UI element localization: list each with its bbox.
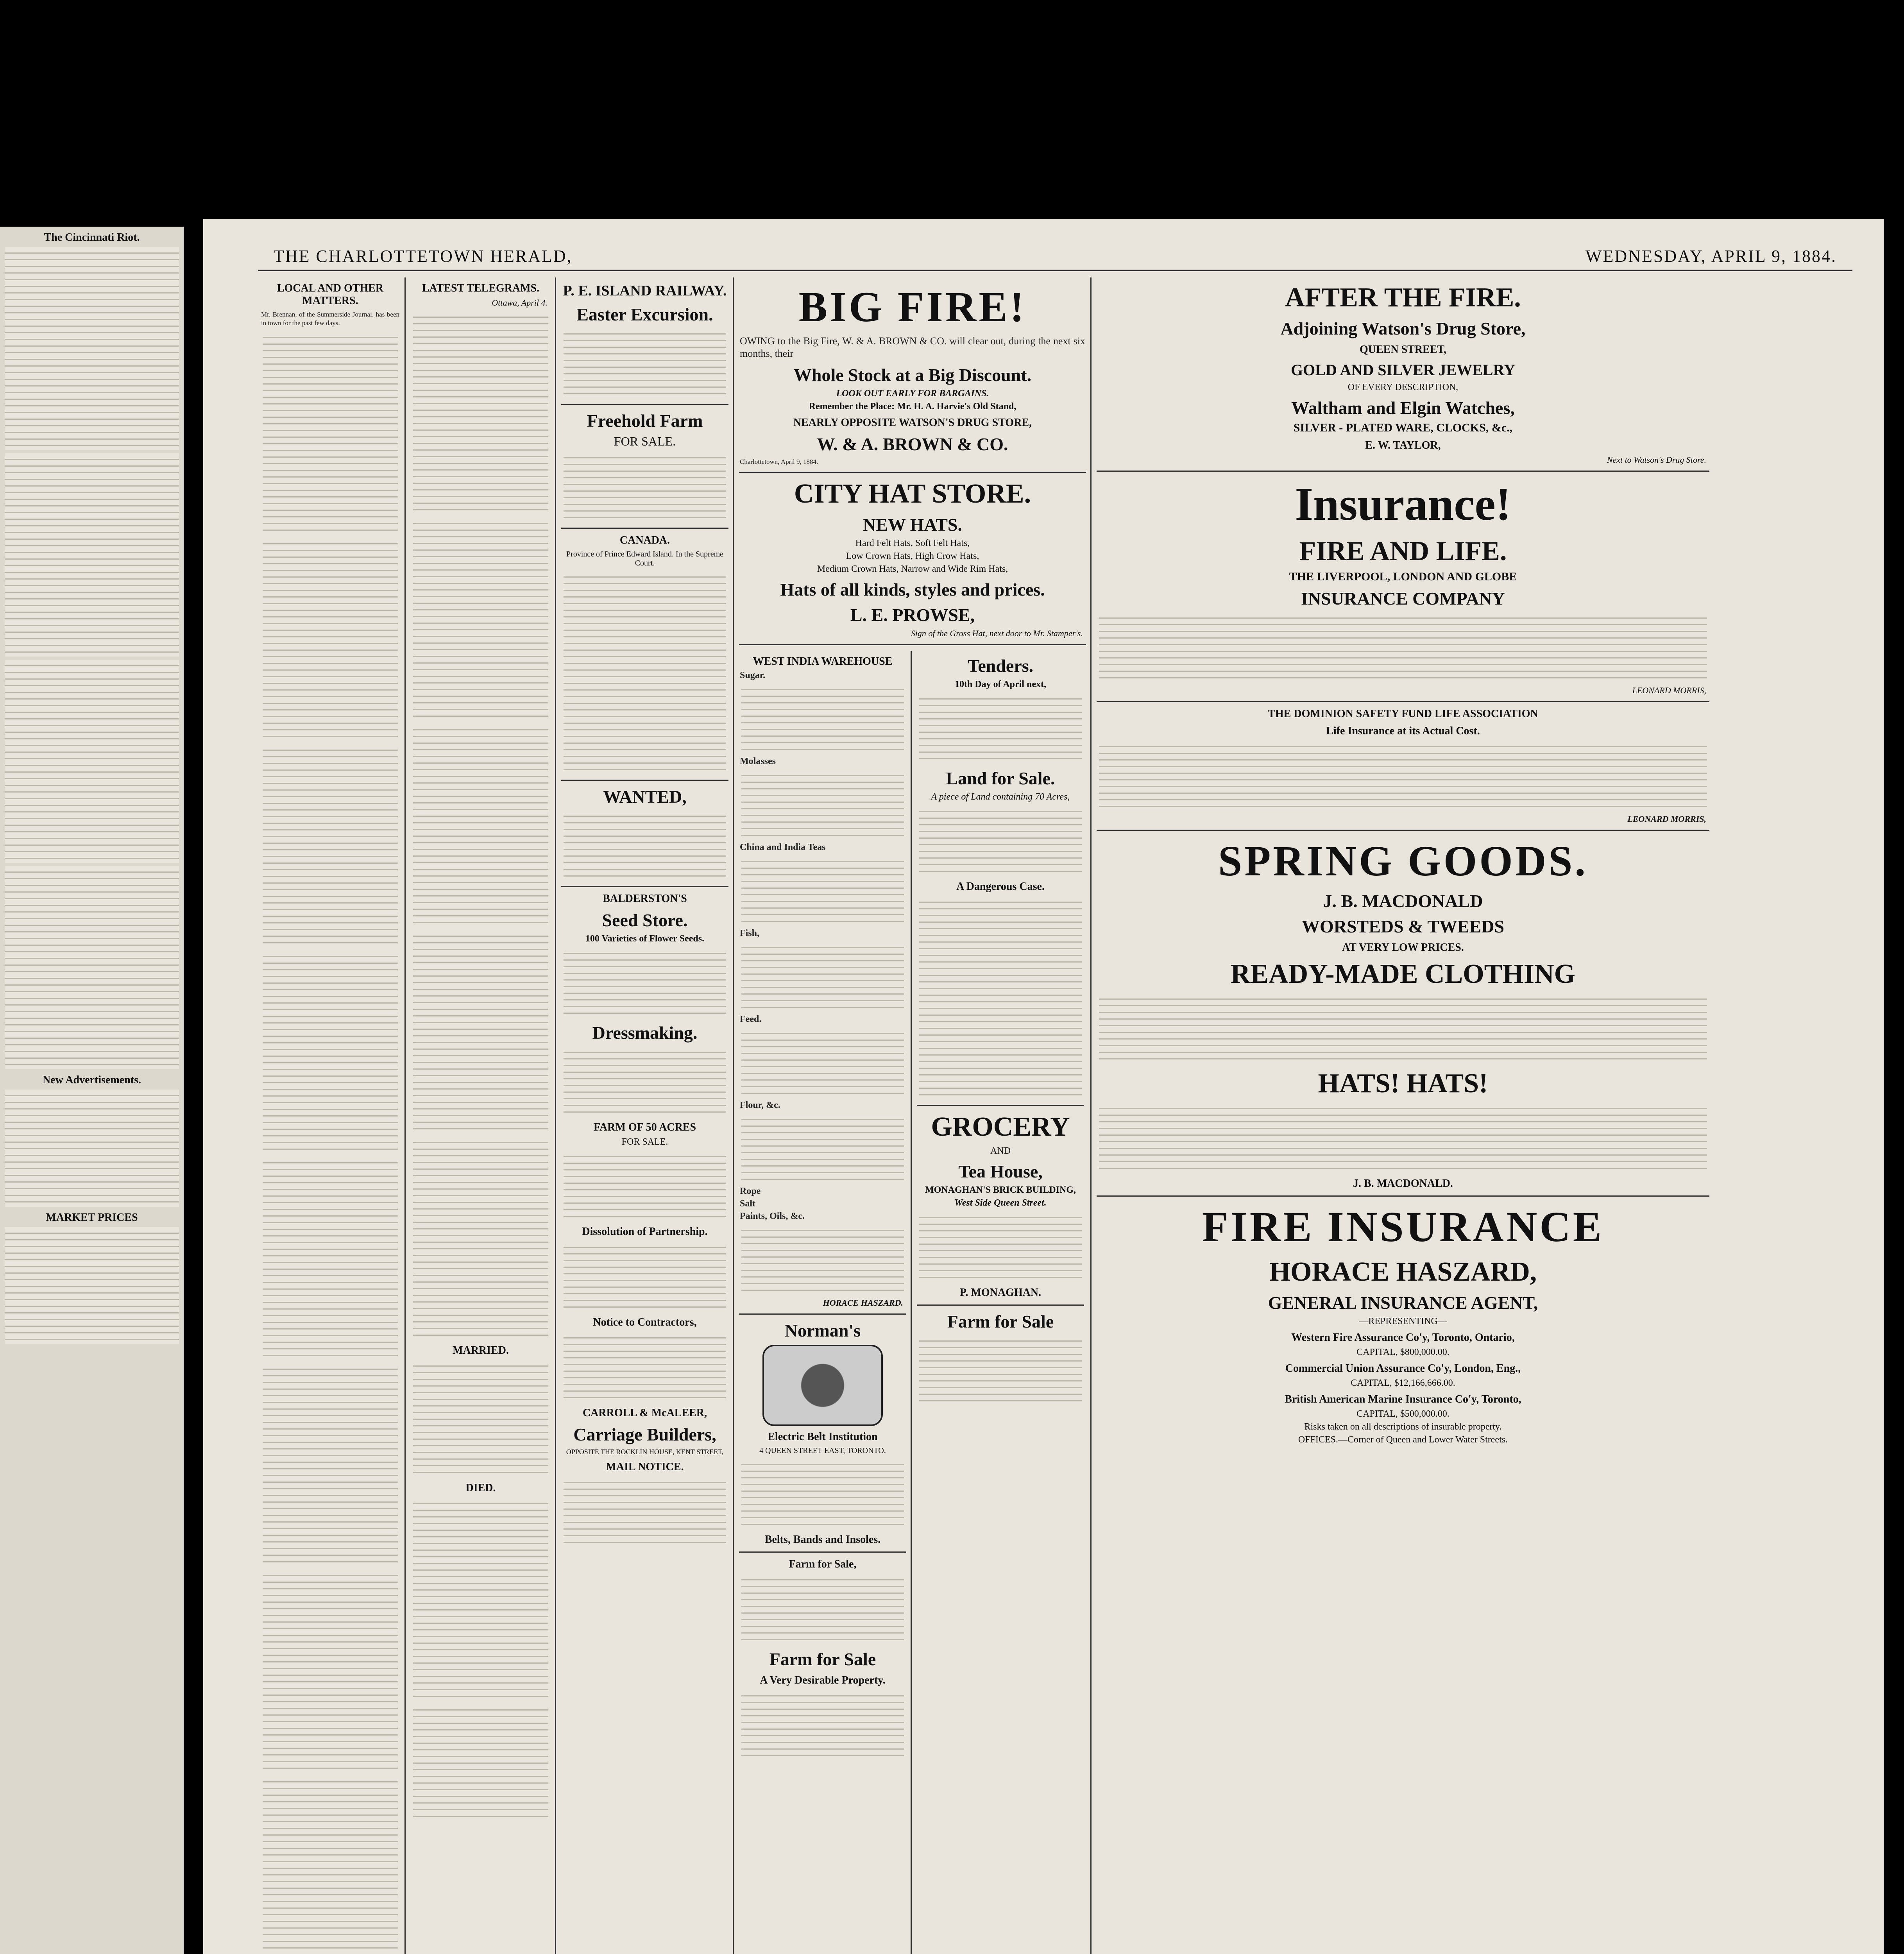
grocery-street: West Side Queen Street. bbox=[954, 1198, 1047, 1208]
grocery-owner: P. MONAGHAN. bbox=[959, 1287, 1041, 1299]
separator bbox=[561, 780, 728, 781]
balderston-heading: BALDERSTON'S bbox=[603, 893, 687, 905]
bigfire-stock: Whole Stock at a Big Discount. bbox=[793, 365, 1032, 385]
died-text-block bbox=[413, 1498, 548, 1701]
fireins-western: Western Fire Assurance Co'y, Toronto, Ontario, bbox=[1291, 1331, 1515, 1344]
hatstore-title: CITY HAT STORE. bbox=[794, 479, 1031, 509]
bigfire-firm: W. & A. BROWN & CO. bbox=[817, 434, 1008, 454]
grocery-building: MONAGHAN'S BRICK BUILDING, bbox=[925, 1185, 1076, 1195]
westindia-teas: China and India Teas bbox=[740, 842, 826, 852]
insurance-dominion: THE DOMINION SAFETY FUND LIFE ASSOCIATION bbox=[1268, 708, 1538, 720]
dressmaking-text-block bbox=[564, 1046, 726, 1117]
fireins-representing: —REPRESENTING— bbox=[1359, 1316, 1447, 1326]
separator bbox=[561, 404, 728, 405]
left-text-block bbox=[5, 866, 179, 1069]
norman-address: 4 QUEEN STREET EAST, TORONTO. bbox=[759, 1446, 886, 1455]
canada-heading: CANADA. bbox=[619, 534, 670, 546]
afterfire-title: AFTER THE FIRE. bbox=[1285, 283, 1521, 313]
spring-owner: J. B. MACDONALD bbox=[1323, 891, 1483, 911]
disease-title: A Dangerous Case. bbox=[956, 880, 1045, 893]
separator bbox=[739, 1551, 906, 1553]
farm1-text-block bbox=[741, 1574, 904, 1644]
telegrams-dateline: Ottawa, April 4. bbox=[492, 298, 548, 308]
westindia-rope: Rope bbox=[740, 1186, 761, 1196]
flower-seeds: 100 Varieties of Flower Seeds. bbox=[585, 934, 705, 944]
bigfire-place: Remember the Place: Mr. H. A. Harvie's Old Stand, bbox=[809, 401, 1016, 412]
westindia-list bbox=[741, 1113, 904, 1184]
left-text-block bbox=[5, 1227, 179, 1344]
masthead-title: THE CHARLOTTETOWN HERALD, bbox=[274, 247, 573, 266]
hatstore-line2: Low Crown Hats, High Crow Hats, bbox=[846, 551, 979, 561]
separator bbox=[1097, 830, 1709, 831]
railway-subtitle: Easter Excursion. bbox=[576, 304, 713, 324]
fireins-cap3: CAPITAL, $500,000.00. bbox=[1356, 1409, 1449, 1419]
farm3-text-block bbox=[919, 1335, 1082, 1405]
seed-store-heading: Seed Store. bbox=[602, 910, 688, 930]
westindia-sugar: Sugar. bbox=[740, 670, 766, 680]
column-rule bbox=[404, 277, 406, 1954]
spring-sign: J. B. MACDONALD. bbox=[1353, 1177, 1453, 1190]
column-rule bbox=[733, 277, 734, 1954]
dressmaking-heading: Dressmaking. bbox=[592, 1023, 698, 1043]
bigfire-lookout: LOOK OUT EARLY FOR BARGAINS. bbox=[836, 388, 989, 399]
column-telegrams bbox=[408, 277, 553, 1954]
local-text-block bbox=[263, 1363, 398, 1566]
married-heading: MARRIED. bbox=[453, 1344, 509, 1356]
afterfire-silver: SILVER - PLATED WARE, CLOCKS, &c., bbox=[1293, 421, 1513, 434]
fireins-offices: OFFICES.—Corner of Queen and Lower Water Streets. bbox=[1298, 1435, 1508, 1445]
contractors-heading: Notice to Contractors, bbox=[593, 1316, 697, 1328]
separator bbox=[917, 1105, 1084, 1106]
telegrams-text-block bbox=[413, 1136, 548, 1340]
spring-worsteds: WORSTEDS & TWEEDS bbox=[1301, 916, 1505, 936]
hatstore-line3: Medium Crown Hats, Narrow and Wide Rim Hats, bbox=[817, 564, 1008, 574]
insurance-text-block bbox=[1099, 612, 1707, 682]
seed-text-block bbox=[564, 947, 726, 1018]
westindia-title: WEST INDIA WAREHOUSE bbox=[753, 655, 893, 667]
insurance-liverpool: THE LIVERPOOL, LONDON AND GLOBE bbox=[1289, 570, 1517, 583]
spring-title: SPRING GOODS. bbox=[1218, 837, 1588, 885]
westindia-molasses: Molasses bbox=[740, 756, 776, 766]
norman-text-block bbox=[741, 1458, 904, 1529]
farm3-title: Farm for Sale bbox=[947, 1312, 1054, 1331]
railway-title: P. E. ISLAND RAILWAY. bbox=[563, 283, 727, 299]
afterfire-waltham: Waltham and Elgin Watches, bbox=[1291, 398, 1515, 418]
court-heading: Province of Prince Edward Island. In the Supreme Court. bbox=[566, 550, 724, 567]
insurance-company: INSURANCE COMPANY bbox=[1301, 589, 1505, 608]
freehold-subtitle: FOR SALE. bbox=[614, 434, 676, 448]
separator bbox=[739, 472, 1086, 473]
left-heading-ads: New Advertisements. bbox=[43, 1074, 141, 1086]
telegrams-text-block bbox=[413, 930, 548, 1133]
westindia-list bbox=[741, 684, 904, 754]
contractors-text-block bbox=[564, 1332, 726, 1402]
afterfire-every: OF EVERY DESCRIPTION, bbox=[1347, 382, 1458, 392]
carroll-heading: CARROLL & McALEER, bbox=[582, 1407, 707, 1419]
bigfire-body: OWING to the Big Fire, W. & A. BROWN & CO. will clear out, during the next six months, their bbox=[740, 335, 1085, 359]
local-lead: Mr. Brennan, of the Summerside Journal, has been in town for the past few days. bbox=[261, 311, 399, 327]
bigfire-opposite: NEARLY OPPOSITE WATSON'S DRUG STORE, bbox=[793, 417, 1032, 429]
afterfire-queen: QUEEN STREET, bbox=[1360, 344, 1446, 356]
column-rule bbox=[1090, 277, 1092, 1954]
norman-belt: Electric Belt Institution bbox=[768, 1431, 878, 1443]
afterfire-next: Next to Watson's Drug Store. bbox=[1607, 455, 1706, 465]
westindia-list bbox=[741, 941, 904, 1012]
right-block bbox=[1094, 282, 1712, 1445]
hatstore-line4: Hats of all kinds, styles and prices. bbox=[780, 580, 1045, 599]
local-text-block bbox=[263, 744, 398, 947]
died-text-block bbox=[413, 1704, 548, 1821]
farm50-text-block bbox=[564, 1151, 726, 1221]
wanted-text-block bbox=[564, 810, 726, 880]
westindia-list bbox=[741, 1027, 904, 1098]
land-acres: A piece of Land containing 70 Acres, bbox=[931, 792, 1070, 802]
masthead bbox=[258, 242, 1852, 271]
left-heading-market: MARKET PRICES bbox=[46, 1211, 138, 1224]
spring-hats-text-block bbox=[1099, 1102, 1707, 1173]
norman-title: Norman's bbox=[784, 1321, 861, 1340]
local-heading: LOCAL AND OTHER MATTERS. bbox=[277, 282, 384, 307]
column-bigfire bbox=[737, 277, 1088, 1954]
insurance-fire-life: FIRE AND LIFE. bbox=[1299, 536, 1507, 566]
insurance-title: Insurance! bbox=[1295, 478, 1511, 530]
farm2-desirable: A Very Desirable Property. bbox=[760, 1674, 886, 1686]
westindia-paints: Paints, Oils, &c. bbox=[740, 1211, 805, 1221]
westindia-flour: Flour, &c. bbox=[740, 1100, 780, 1110]
grocery-and: AND bbox=[990, 1146, 1011, 1156]
newspaper-page bbox=[203, 219, 1884, 1954]
left-text-block bbox=[5, 1090, 179, 1207]
separator bbox=[1097, 701, 1709, 702]
afterfire-adjoining: Adjoining Watson's Drug Store, bbox=[1280, 319, 1526, 338]
westindia-salt: Salt bbox=[740, 1199, 756, 1209]
dissolution-heading: Dissolution of Partnership. bbox=[582, 1226, 708, 1238]
tenders-column bbox=[914, 651, 1086, 1954]
carriage-heading: Carriage Builders, bbox=[573, 1424, 716, 1444]
farm50-subtitle: FOR SALE. bbox=[621, 1137, 668, 1147]
fireins-british: British American Marine Insurance Co'y, Toronto, bbox=[1285, 1393, 1521, 1405]
farm2-title: Farm for Sale bbox=[769, 1649, 876, 1669]
mail-text-block bbox=[564, 1476, 726, 1547]
left-page-fragment bbox=[0, 227, 184, 1954]
local-text-block bbox=[263, 1569, 398, 1773]
grocery-title: GROCERY bbox=[931, 1112, 1070, 1142]
left-text-block bbox=[5, 247, 179, 450]
hatstore-owner: L. E. PROWSE, bbox=[850, 605, 975, 625]
local-text-block bbox=[263, 1157, 398, 1360]
tenders-day: 10th Day of April next, bbox=[955, 679, 1046, 689]
insurance-agent2: LEONARD MORRIS, bbox=[1627, 814, 1706, 824]
fireins-cap1: CAPITAL, $800,000.00. bbox=[1356, 1347, 1449, 1357]
local-text-block bbox=[263, 331, 398, 535]
telegrams-heading: LATEST TELEGRAMS. bbox=[422, 282, 540, 294]
column-right bbox=[1094, 277, 1852, 1954]
land-text-block bbox=[919, 805, 1082, 876]
insurance-agent: LEONARD MORRIS, bbox=[1632, 685, 1706, 695]
local-text-block bbox=[263, 1776, 398, 1954]
bigfire-date: Charlottetown, April 9, 1884. bbox=[740, 458, 818, 465]
westindia-feed: Feed. bbox=[740, 1014, 762, 1024]
freehold-text-block bbox=[564, 452, 726, 522]
telegrams-text-block bbox=[413, 311, 548, 514]
disease-text-block bbox=[919, 896, 1082, 1099]
fireins-cap2: CAPITAL, $12,166,666.00. bbox=[1351, 1378, 1455, 1388]
married-text-block bbox=[413, 1360, 548, 1477]
fireins-commercial: Commercial Union Assurance Co'y, London, Eng., bbox=[1285, 1362, 1521, 1374]
westindia-list bbox=[741, 855, 904, 926]
norman-belts: Belts, Bands and Insoles. bbox=[764, 1533, 881, 1546]
local-text-block bbox=[263, 538, 398, 741]
column-railway bbox=[559, 277, 731, 1954]
separator bbox=[917, 1304, 1084, 1306]
column-rule bbox=[911, 651, 912, 1954]
separator bbox=[739, 1313, 906, 1315]
column-local bbox=[258, 277, 403, 1954]
bigfire-title: BIG FIRE! bbox=[798, 283, 1027, 331]
mail-notice-heading: MAIL NOTICE. bbox=[606, 1461, 684, 1473]
spring-prices: AT VERY LOW PRICES. bbox=[1342, 941, 1464, 954]
separator bbox=[739, 644, 1086, 645]
westindia-fish: Fish, bbox=[740, 928, 760, 938]
afterfire-owner: E. W. TAYLOR, bbox=[1365, 439, 1441, 451]
masthead-date: WEDNESDAY, APRIL 9, 1884. bbox=[1585, 247, 1837, 266]
spring-hats: HATS! HATS! bbox=[1318, 1068, 1488, 1099]
telegrams-text-block bbox=[413, 517, 548, 721]
farm1-title: Farm for Sale, bbox=[789, 1558, 857, 1570]
spring-text-block bbox=[1099, 993, 1707, 1063]
westindia-list bbox=[741, 769, 904, 840]
farm50-heading: FARM OF 50 ACRES bbox=[593, 1121, 696, 1133]
fireins-title: FIRE INSURANCE bbox=[1202, 1203, 1604, 1251]
separator bbox=[561, 886, 728, 887]
farm2-text-block bbox=[741, 1690, 904, 1760]
freehold-title: Freehold Farm bbox=[587, 411, 703, 431]
two-column-area bbox=[737, 651, 1088, 1954]
grocery-tea: Tea House, bbox=[958, 1161, 1043, 1181]
hatstore-subtitle: NEW HATS. bbox=[863, 515, 962, 535]
tenders-title: Tenders. bbox=[967, 656, 1034, 676]
court-text-block bbox=[564, 571, 726, 774]
dominion-text-block bbox=[1099, 741, 1707, 811]
column-rule bbox=[555, 277, 556, 1954]
wanted-heading: WANTED, bbox=[603, 787, 687, 807]
westindia-list bbox=[741, 1224, 904, 1295]
fireins-risks: Risks taken on all descriptions of insurable property. bbox=[1304, 1422, 1502, 1432]
land-title: Land for Sale. bbox=[946, 768, 1055, 788]
hatstore-line1: Hard Felt Hats, Soft Felt Hats, bbox=[855, 538, 970, 548]
electric-belt-illustration bbox=[762, 1345, 883, 1426]
fireins-general: GENERAL INSURANCE AGENT, bbox=[1268, 1293, 1538, 1313]
westindia-vendor: HORACE HASZARD. bbox=[823, 1298, 903, 1308]
afterfire-gold: GOLD AND SILVER JEWELRY bbox=[1291, 361, 1515, 379]
spring-ready: READY-MADE CLOTHING bbox=[1230, 959, 1576, 989]
dissolution-text-block bbox=[564, 1241, 726, 1312]
insurance-cost: Life Insurance at its Actual Cost. bbox=[1326, 725, 1480, 737]
left-heading: The Cincinnati Riot. bbox=[44, 231, 140, 243]
tenders-text-block bbox=[919, 693, 1082, 763]
hatstore-sign: Sign of the Gross Hat, next door to Mr. Stamper's. bbox=[911, 628, 1083, 638]
kent-street: OPPOSITE THE ROCKLIN HOUSE, KENT STREET, bbox=[566, 1448, 724, 1456]
separator bbox=[561, 528, 728, 529]
railway-text-block bbox=[564, 328, 726, 398]
left-text-block bbox=[5, 453, 179, 657]
fireins-owner: HORACE HASZARD, bbox=[1269, 1257, 1537, 1287]
grocery-text-block bbox=[919, 1211, 1082, 1282]
left-text-block bbox=[5, 660, 179, 863]
died-heading: DIED. bbox=[465, 1482, 496, 1494]
west-india-column bbox=[737, 651, 909, 1954]
separator bbox=[1097, 1195, 1709, 1197]
telegrams-text-block bbox=[413, 724, 548, 927]
separator bbox=[1097, 471, 1709, 472]
local-text-block bbox=[263, 950, 398, 1154]
